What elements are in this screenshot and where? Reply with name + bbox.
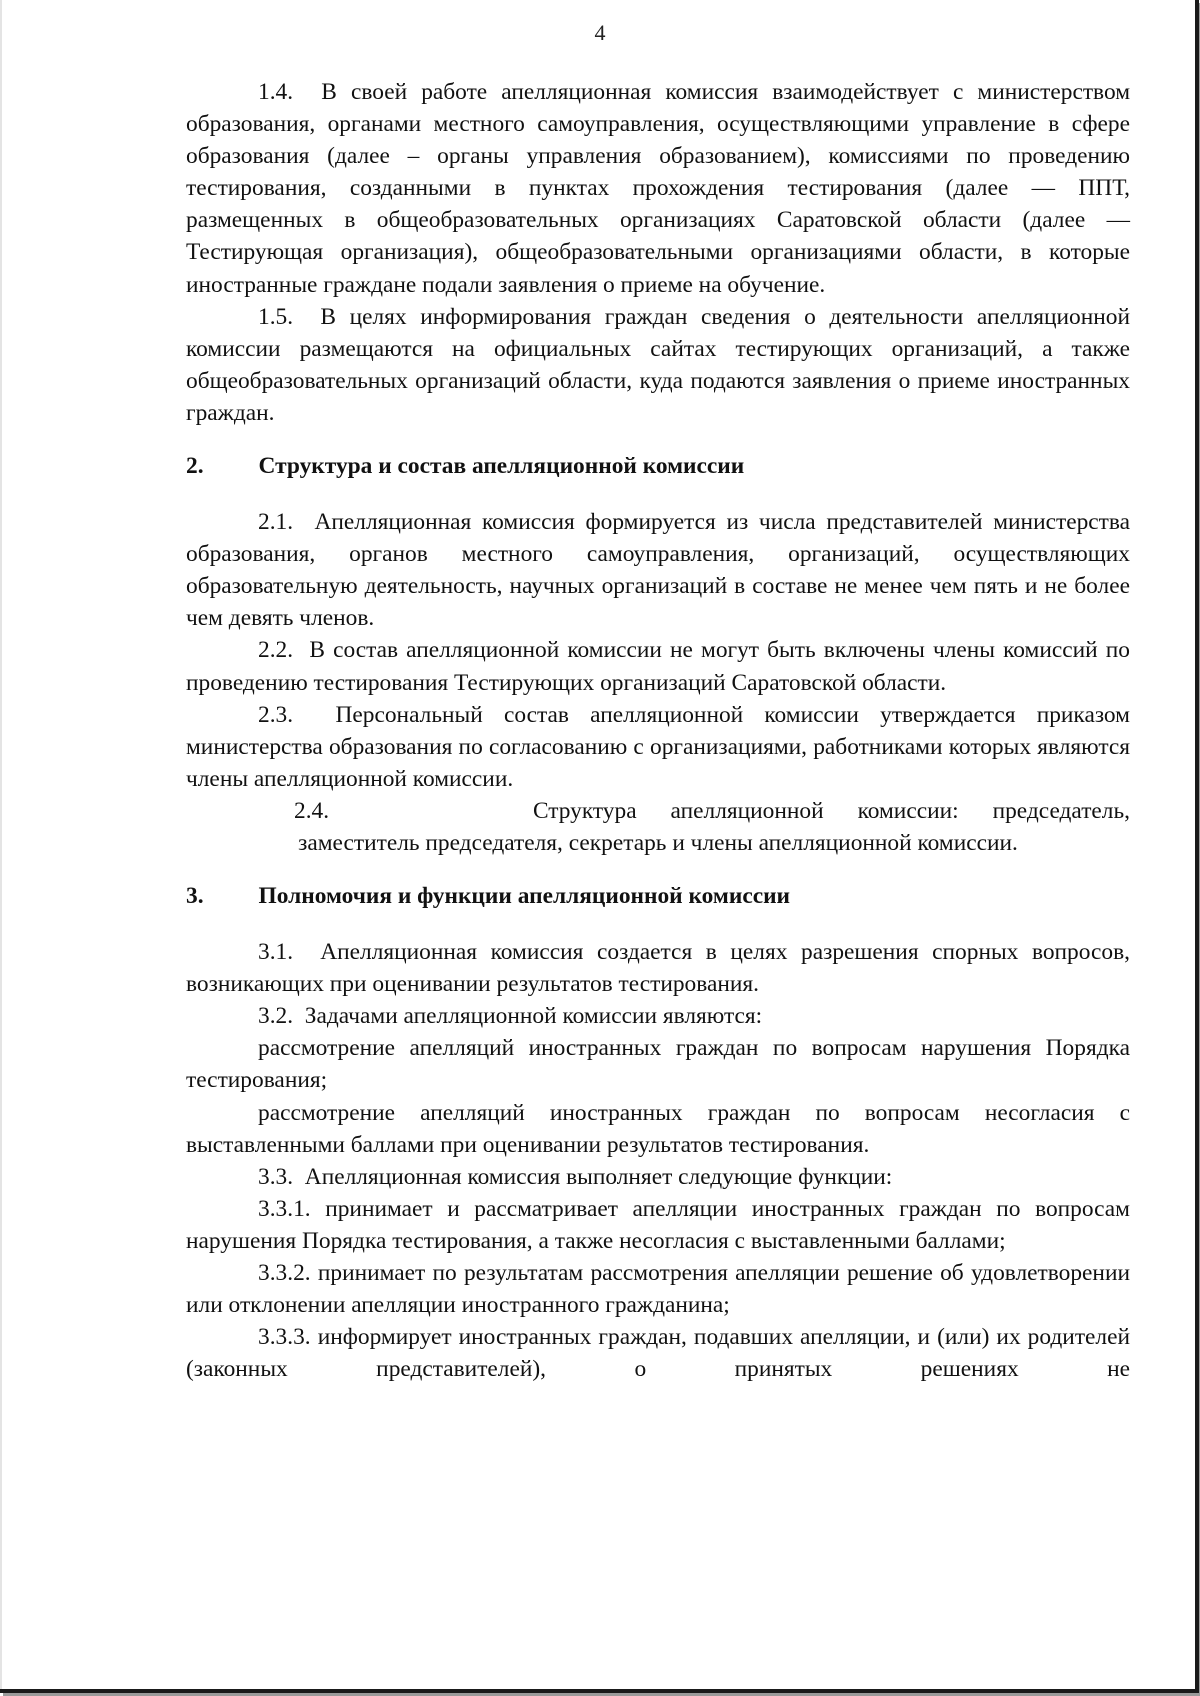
paragraph-number: 1.5. xyxy=(258,303,294,330)
page-number: 4 xyxy=(594,20,606,45)
paragraph-text: Персональный состав апелляционной комиссии утверждается приказом министерства образования по согласованию с организациями, работниками которых являются члены апелляционной комиссии. xyxy=(186,701,1130,792)
paragraph-text: Задачами апелляционной комиссии являются: xyxy=(304,1003,763,1030)
section-2-heading xyxy=(186,450,1130,482)
section-title: Структура и состав апелляционной комиссии xyxy=(258,453,745,480)
paragraph-text: принимает и рассматривает апелляции иностранных граждан по вопросам нарушения Порядка тестирования, а также несогласия с выставленными баллами; xyxy=(186,1195,1130,1254)
paragraph-2-3 xyxy=(186,699,1130,795)
paragraph-number: 2.3. xyxy=(258,701,294,728)
paragraph-text: В состав апелляционной комиссии не могут быть включены члены комиссий по проведению тестирования Тестирующих организаций Саратовской области. xyxy=(186,637,1130,696)
paragraph-3-3-1 xyxy=(186,1193,1130,1257)
paragraph-1-5 xyxy=(186,301,1130,429)
task-2: рассмотрение апелляций иностранных граждан по вопросам несогласия с выставленными баллами при оценивании результатов тестирования. xyxy=(186,1099,1130,1158)
section-number: 3. xyxy=(186,883,204,910)
paragraph-2-4-line-2: заместитель председателя, секретарь и члены апелляционной комиссии. xyxy=(298,829,1018,856)
paragraph-2-4-line-1 xyxy=(186,795,1130,827)
paragraph-number: 2.1. xyxy=(258,509,294,536)
paragraph-3-3-3 xyxy=(186,1321,1130,1385)
paragraph-number: 3.3.2. xyxy=(258,1260,311,1286)
paragraph-number: 3.3.1. xyxy=(258,1195,311,1222)
paragraph-text: Апелляционная комиссия выполняет следующие функции: xyxy=(304,1163,893,1190)
document-body xyxy=(186,76,1130,1385)
paragraph-3-3-2 xyxy=(186,1257,1130,1321)
paragraph-text: информирует иностранных граждан, подавших апелляции, и (или) их родителей (законных представителей), о принятых решениях не xyxy=(186,1324,1130,1383)
paragraph-number: 3.2. xyxy=(258,1003,294,1030)
paragraph-2-2 xyxy=(186,634,1130,698)
section-number: 2. xyxy=(186,453,204,480)
paragraph-text: Структура апелляционной комиссии: председатель, xyxy=(532,797,1130,824)
paragraph-number: 3.3. xyxy=(258,1163,294,1190)
page-edge xyxy=(0,0,2,1689)
paragraph-2-1 xyxy=(186,506,1130,634)
paragraph-number: 3.3.3. xyxy=(258,1324,311,1351)
paragraph-3-1 xyxy=(186,936,1130,1000)
paragraph-3-3 xyxy=(186,1161,1130,1193)
paragraph-number: 3.1. xyxy=(258,939,294,966)
paragraph-number: 1.4. xyxy=(258,79,294,105)
paragraph-number: 2.4. xyxy=(294,797,330,824)
paragraph-text: В своей работе апелляционная комиссия взаимодействует с министерством образования, органами местного самоуправления, осуществляющими управление в сфере образования (далее – органы управления образованием), комиссиями по проведению тестирования, созданными в пунктах прохождения тестирования (далее — ППТ, размещенных в общеобразовательных организациях Саратовской области (далее — Тестирующая организация), общеобразовательными организациями области, в которые иностранные граждане подали заявления о приеме на обучение. xyxy=(186,79,1130,298)
paragraph-text: Апелляционная комиссия формируется из числа представителей министерства образования, органов местного самоуправления, организаций, осуществляющих образовательную деятельность, научных организаций в составе не менее чем пять и не более чем девять членов. xyxy=(186,509,1130,632)
paragraph-3-2 xyxy=(186,1000,1130,1032)
task-1: рассмотрение апелляций иностранных граждан по вопросам нарушения Порядка тестирования; xyxy=(186,1035,1130,1094)
paragraph-text: Апелляционная комиссия создается в целях разрешения спорных вопросов, возникающих при оценивании результатов тестирования. xyxy=(186,939,1130,998)
paragraph-number: 2.2. xyxy=(258,637,294,664)
section-title: Полномочия и функции апелляционной комиссии xyxy=(258,883,791,910)
section-3-heading xyxy=(186,880,1130,912)
paragraph-1-4 xyxy=(186,76,1130,301)
paragraph-text: принимает по результатам рассмотрения апелляции решение об удовлетворении или отклонении апелляции иностранного гражданина; xyxy=(186,1260,1130,1319)
paragraph-text: В целях информирования граждан сведения о деятельности апелляционной комиссии размещаются на официальных сайтах тестирующих организаций, а также общеобразовательных организаций области, куда подаются заявления о приеме иностранных граждан. xyxy=(186,303,1130,426)
